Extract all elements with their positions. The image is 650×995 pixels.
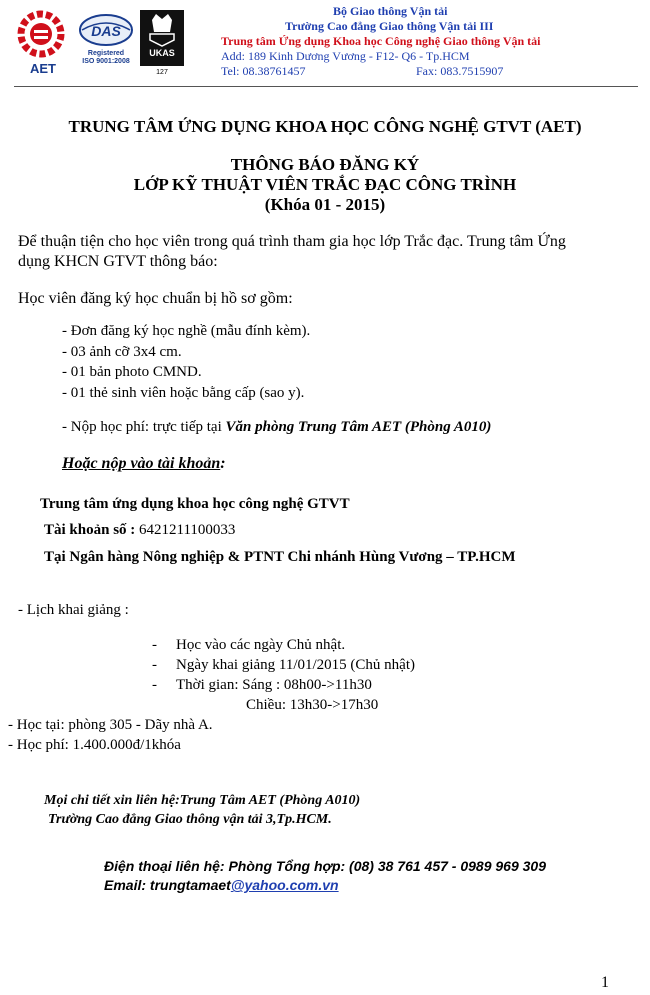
- account-number-line: [44, 522, 235, 539]
- contact-email-label: Email: trungtamaet: [104, 877, 231, 893]
- center-tel: Tel: 08.38761457: [221, 64, 306, 78]
- schedule-bullet: -: [152, 677, 157, 693]
- schedule-heading: - Lịch khai giảng :: [18, 602, 129, 618]
- aet-gear-icon: [12, 10, 70, 62]
- account-heading: [62, 455, 226, 473]
- fee-payment-place: Văn phòng Trung Tâm AET (Phòng A010): [225, 419, 492, 435]
- org-title: TRUNG TÂM ỨNG DỤNG KHOA HỌC CÔNG NGHỆ GTVT (AET): [68, 117, 582, 136]
- course-batch: (Khóa 01 - 2015): [264, 195, 386, 214]
- header-divider: [14, 86, 638, 87]
- fee-payment: [62, 419, 491, 436]
- contact-line-2: Trường Cao đẳng Giao thông vận tải 3,Tp.HCM.: [48, 812, 332, 827]
- intro-line-1: Để thuận tiện cho học viên trong quá trình tham gia học lớp Trắc đạc. Trung tâm Ứng: [18, 233, 566, 250]
- contact-email-link[interactable]: @yahoo.com.vn: [230, 877, 339, 893]
- ukas-logo: [138, 10, 186, 76]
- das-logo-text: DAS: [91, 23, 121, 39]
- schedule-bullet: -: [152, 657, 157, 673]
- class-location: - Học tại: phòng 305 - Dãy nhà A.: [8, 717, 213, 733]
- college-name: Trường Cao đẳng Giao thông Vận tải III: [285, 19, 494, 33]
- account-heading-text: Hoặc nộp vào tài khoản: [62, 455, 221, 472]
- center-fax: Fax: 083.7515907: [416, 64, 504, 78]
- doc-item: - 01 thẻ sinh viên hoặc bằng cấp (sao y).: [62, 385, 305, 401]
- doc-item: - 03 ảnh cỡ 3x4 cm.: [62, 344, 182, 360]
- ukas-crown-icon: [140, 10, 184, 66]
- aet-logo-text: AET: [30, 61, 56, 76]
- contact-line-1: Mọi chi tiết xin liên hệ:Trung Tâm AET (Phòng A010): [44, 793, 361, 808]
- contact-phone: Điện thoại liên hệ: Phòng Tổng hợp: (08) 38 761 457 - 0989 969 309: [104, 858, 546, 874]
- schedule-item-afternoon: Chiều: 13h30->17h30: [246, 697, 379, 713]
- docs-heading: Học viên đăng ký học chuẩn bị hồ sơ gồm:: [18, 290, 293, 307]
- center-name: Trung tâm Ứng dụng Khoa học Công nghệ Giao thông Vận tải: [221, 34, 541, 48]
- das-registered-text: Registered: [87, 50, 125, 57]
- aet-logo: [12, 10, 70, 76]
- account-number: 6421211100033: [139, 522, 236, 538]
- page-number: 1: [601, 974, 609, 991]
- das-globe-icon: [76, 12, 136, 52]
- schedule-item: Ngày khai giảng 11/01/2015 (Chủ nhật): [176, 657, 415, 673]
- account-holder: Trung tâm ứng dụng khoa học công nghệ GTVT: [40, 496, 350, 512]
- doc-item: - Đơn đăng ký học nghề (mẫu đính kèm).: [62, 323, 311, 339]
- course-title: LỚP KỸ THUẬT VIÊN TRẮC ĐẠC CÔNG TRÌNH: [133, 175, 517, 194]
- das-iso-text: ISO 9001:2008: [82, 58, 130, 65]
- das-logo-caption: [76, 50, 136, 66]
- ministry-name: Bộ Giao thông Vận tải: [333, 4, 448, 18]
- ukas-number: 127: [156, 69, 168, 76]
- intro-line-2: dụng KHCN GTVT thông báo:: [18, 253, 218, 270]
- tuition-fee: - Học phí: 1.400.000đ/1khóa: [8, 737, 181, 753]
- contact-email: [104, 877, 339, 893]
- schedule-item: Học vào các ngày Chủ nhật.: [176, 637, 346, 653]
- ukas-badge: [140, 10, 184, 66]
- schedule-item: Thời gian: Sáng : 08h00->11h30: [176, 677, 372, 693]
- ukas-logo-text: UKAS: [149, 48, 175, 58]
- schedule-bullet: -: [152, 637, 157, 653]
- doc-item: - 01 bản photo CMND.: [62, 364, 202, 380]
- account-bank: Tại Ngân hàng Nông nghiệp & PTNT Chi nhánh Hùng Vương – TP.HCM: [44, 549, 516, 565]
- account-number-label: Tài khoản số :: [44, 522, 140, 538]
- account-heading-colon: :: [220, 455, 226, 472]
- das-iso-logo: [76, 12, 136, 74]
- fee-payment-prefix: - Nộp học phí: trực tiếp tại: [62, 419, 226, 435]
- notice-title: THÔNG BÁO ĐĂNG KÝ: [230, 155, 420, 174]
- center-address: Add: 189 Kinh Dương Vương - F12- Q6 - Tp.HCM: [221, 49, 470, 63]
